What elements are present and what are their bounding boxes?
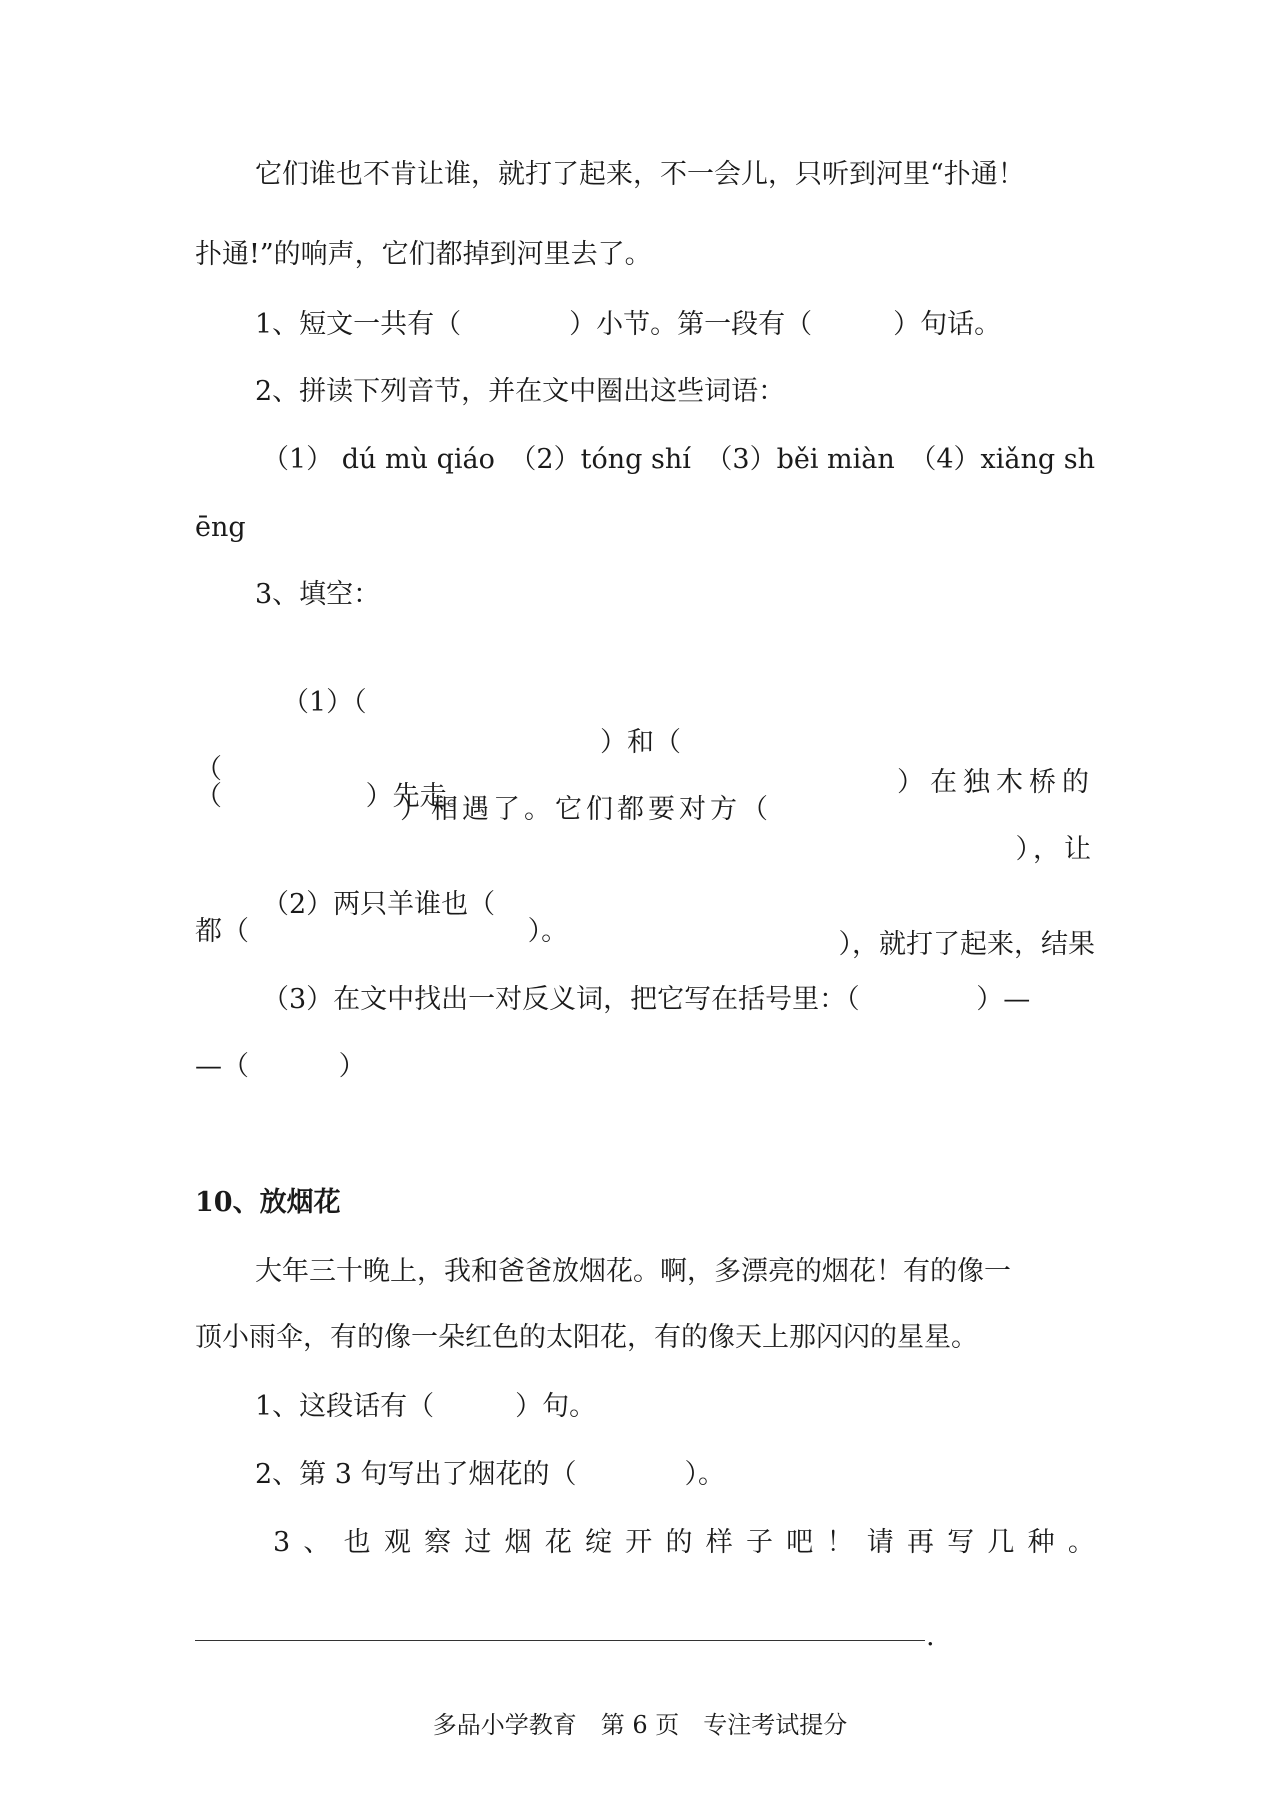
q3-char: 样 (705, 1527, 733, 1558)
fill-blank-1-seg: ）在独木桥的 (897, 767, 1095, 798)
story10-question2: 2、第 3 句写出了烟花的（ ）。 (255, 1459, 726, 1490)
q3-char: 写 (947, 1527, 975, 1558)
q3-char: 吧 (786, 1527, 814, 1558)
fill-blank-1-seg: ）和（ (600, 727, 681, 758)
pinyin-item-4-continued: ēng (195, 512, 246, 543)
pinyin-item-3: （3）běi miàn (705, 444, 895, 475)
story9-question2: 2、拼读下列音节，并在文中圈出这些词语： (255, 376, 786, 407)
pinyin-item-1: （1） dú mù qiáo (262, 444, 495, 475)
story10-paragraph-line2: 顶小雨伞，有的像一朵红色的太阳花，有的像天上那闪闪的星星。 (195, 1322, 978, 1353)
page-footer: 多品小学教育 第 6 页 专注考试提分 (432, 1711, 848, 1739)
q3-char: 过 (464, 1527, 492, 1558)
q3-char: 3 (273, 1527, 291, 1558)
q3-char: 种 (1027, 1527, 1055, 1558)
fill-blank-3-line1: （3）在文中找出一对反义词，把它写在括号里：（ ）— (262, 984, 1031, 1015)
fill-blank-1-seg: ），让 (1015, 834, 1095, 865)
q3-char: 开 (625, 1527, 653, 1558)
q3-char: 请 (866, 1527, 894, 1558)
q3-char: 子 (746, 1527, 773, 1558)
story10-question3 (273, 1523, 1095, 1563)
q3-char: 绽 (585, 1527, 613, 1558)
pinyin-item-4: （4）xiǎng sh (909, 444, 1095, 475)
q3-char: ！ (826, 1527, 854, 1558)
q3-char: 、 (303, 1527, 331, 1558)
fill-blank-1-line3: （ ）先走。 (195, 781, 474, 812)
q3-char: 再 (906, 1527, 934, 1558)
story9-paragraph-line1: 它们谁也不肯让谁，就打了起来，不一会儿，只听到河里“扑通！ (255, 159, 1025, 190)
answer-line-end: . (926, 1621, 935, 1652)
q3-char: 察 (424, 1527, 452, 1558)
q3-char: 。 (1067, 1527, 1095, 1558)
story9-paragraph-line2: 扑通!”的响声，它们都掉到河里去了。 (195, 239, 652, 270)
fill-blank-2-line2: 都（ ）。 (195, 916, 569, 947)
story10-question1: 1、这段话有（ ）句。 (255, 1391, 597, 1422)
fill-blank-2-seg: （2）两只羊谁也（ (262, 889, 496, 920)
story9-question3: 3、填空： (255, 579, 381, 610)
q3-char: 的 (665, 1527, 693, 1558)
fill-blank-2-seg: ），就打了起来，结果 (838, 929, 1095, 960)
answer-line (195, 1640, 925, 1641)
q3-char: 观 (383, 1527, 411, 1558)
story10-paragraph-line1: 大年三十晚上，我和爸爸放烟花。啊，多漂亮的烟花！有的像一 (255, 1256, 1011, 1287)
q3-char: 几 (987, 1527, 1015, 1558)
fill-blank-1-seg: （1）（ (282, 687, 367, 718)
pinyin-row (262, 440, 1095, 480)
fill-blank-1-seg: （ (195, 754, 222, 785)
q3-char: 花 (544, 1527, 572, 1558)
q3-char: 烟 (504, 1527, 532, 1558)
story9-question1: 1、短文一共有（ ）小节。第一段有（ ）句话。 (255, 309, 1002, 340)
section-title: 10、放烟花 (195, 1187, 341, 1218)
fill-blank-3-line2: —（ ） (195, 1051, 366, 1082)
fill-blank-1-seg: ）相遇了。它们都要对方（ (400, 794, 772, 825)
q3-char: 也 (343, 1527, 371, 1558)
pinyin-item-2: （2）tóng shí (509, 444, 691, 475)
